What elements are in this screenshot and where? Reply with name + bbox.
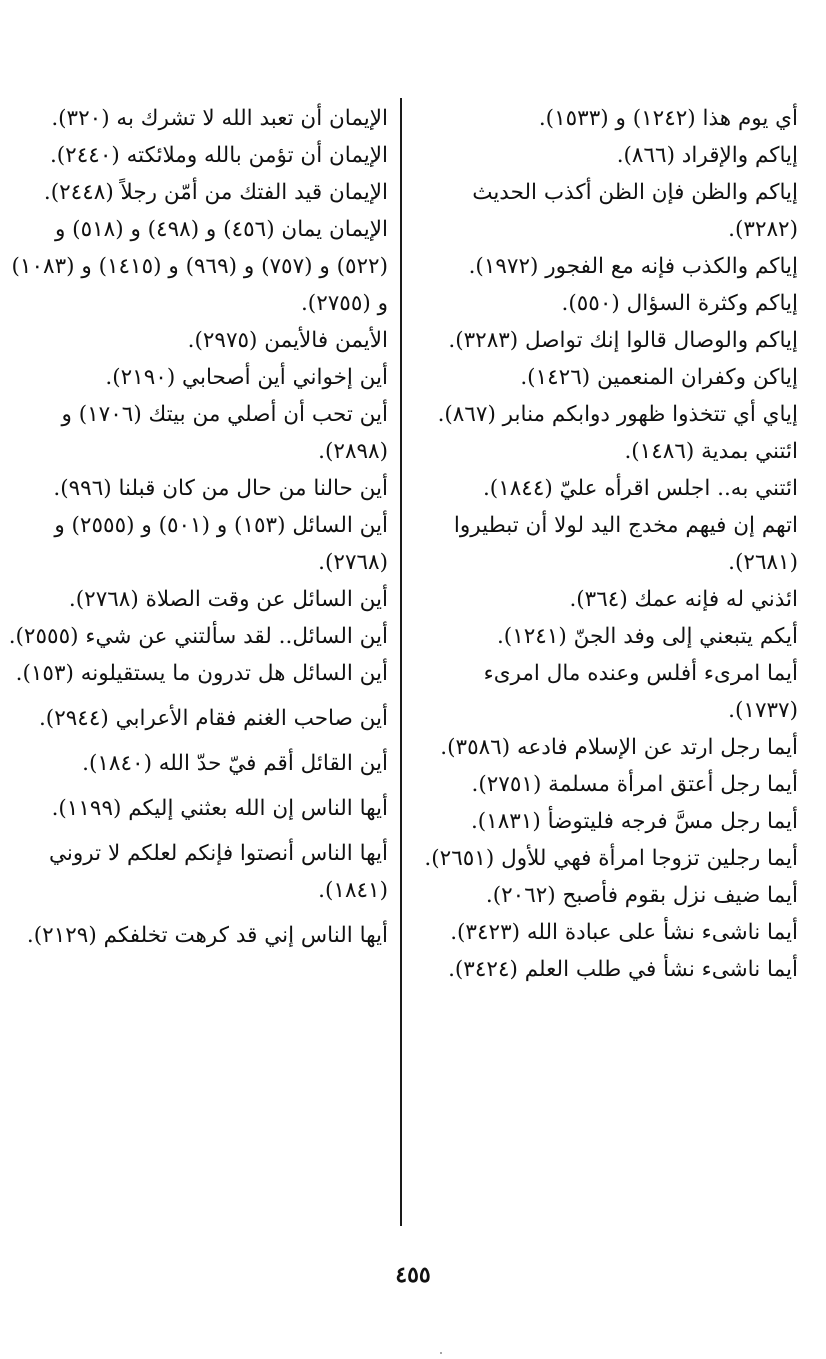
index-entry: أيما امرىء أفلس وعنده مال امرىء (١٧٣٧).: [483, 661, 798, 723]
index-entry: أيما رجل ارتد عن الإسلام فادعه (٣٥٨٦).: [440, 735, 798, 760]
index-entry: ائذني له فإنه عمك (٣٦٤).: [569, 587, 798, 612]
index-entry: أيما رجل مسَّ فرجه فليتوضأ (١٨٣١).: [470, 809, 798, 834]
index-entry: الإيمان قيد الفتك من أمّن رجلاً (٢٤٤٨).: [43, 180, 388, 205]
index-entry: أين حالنا من حال من كان قبلنا (٩٩٦).: [53, 476, 388, 501]
index-entry: إياكم والوصال قالوا إنك تواصل (٣٢٨٣).: [448, 328, 798, 353]
index-entry: الإيمان أن تعبد الله لا تشرك به (٣٢٠).: [51, 106, 388, 131]
index-column-left: [6, 100, 388, 954]
index-entry: إياي أي تتخذوا ظهور دوابكم منابر (٨٦٧).: [437, 402, 798, 427]
index-entry: إياكم والظن فإن الظن أكذب الحديث (٣٢٨٢).: [472, 180, 798, 242]
index-entry: ائتني به.. اجلس اقرأه عليّ (١٨٤٤).: [482, 476, 798, 501]
index-entry: أين صاحب الغنم فقام الأعرابي (٢٩٤٤).: [38, 706, 388, 731]
index-entry: أيما رجل أعتق امرأة مسلمة (٢٧٥١).: [471, 772, 798, 797]
index-entry: الأيمن فالأيمن (٢٩٧٥).: [187, 328, 388, 353]
index-entry: أيها الناس إن الله بعثني إليكم (١١٩٩).: [51, 796, 388, 821]
index-column-right: [418, 100, 798, 988]
index-entry: أين تحب أن أصلي من بيتك (١٧٠٦) و (٢٨٩٨).: [61, 402, 388, 464]
index-entry: إياكم وكثرة السؤال (٥٥٠).: [561, 291, 798, 316]
index-entry: أي يوم هذا (١٢٤٢) و (١٥٣٣).: [538, 106, 798, 131]
index-entry: الإيمان يمان (٤٥٦) و (٤٩٨) و (٥١٨) و (٥٢٢) و (٧٥٧) و (٩٦٩) و (١٤١٥) و (١٠٨٣) و (٢٧٥٥).: [11, 217, 388, 316]
column-divider: [400, 98, 402, 1226]
index-entry: أين السائل (١٥٣) و (٥٠١) و (٢٥٥٥) و (٢٧٦٨).: [54, 513, 388, 575]
index-entry: إياكم والإقراد (٨٦٦).: [616, 143, 798, 168]
index-entry: أين السائل هل تدرون ما يستقيلونه (١٥٣).: [15, 661, 388, 686]
index-entry: أيما ضيف نزل بقوم فأصبح (٢٠٦٢).: [485, 883, 798, 908]
paper-speck: [440, 1352, 442, 1354]
index-entry: أين إخواني أين أصحابي (٢١٩٠).: [105, 365, 388, 390]
index-entry: أيكم يتبعني إلى وفد الجنّ (١٢٤١).: [496, 624, 798, 649]
index-entry: أين القائل أقم فيّ حدّ الله (١٨٤٠).: [82, 751, 388, 776]
index-entry: أيها الناس أنصتوا فإنكم لعلكم لا تروني (١٨٤١).: [48, 841, 388, 903]
index-entry: أين السائل عن وقت الصلاة (٢٧٦٨).: [68, 587, 388, 612]
index-entry: إياكن وكفران المنعمين (١٤٢٦).: [520, 365, 798, 390]
index-entry: أيها الناس إني قد كرهت تخلفكم (٢١٢٩).: [26, 923, 388, 948]
index-entry: أيما ناشىء نشأ في طلب العلم (٣٤٢٤).: [448, 957, 798, 982]
index-entry: اتهم إن فيهم مخدج اليد لولا أن تبطيروا (٢٦٨١).: [453, 513, 798, 575]
index-entry: الإيمان أن تؤمن بالله وملائكته (٢٤٤٠).: [49, 143, 388, 168]
index-entry: أيما ناشىء نشأ على عبادة الله (٣٤٢٣).: [450, 920, 798, 945]
index-entry: أين السائل.. لقد سألتني عن شيء (٢٥٥٥).: [8, 624, 388, 649]
index-entry: إياكم والكذب فإنه مع الفجور (١٩٧٢).: [468, 254, 798, 279]
index-entry: ائتني بمدية (١٤٨٦).: [624, 439, 798, 464]
page-number: ٤٥٥: [395, 1262, 431, 1288]
index-entry: أيما رجلين تزوجا امرأة فهي للأول (٢٦٥١).: [424, 846, 798, 871]
